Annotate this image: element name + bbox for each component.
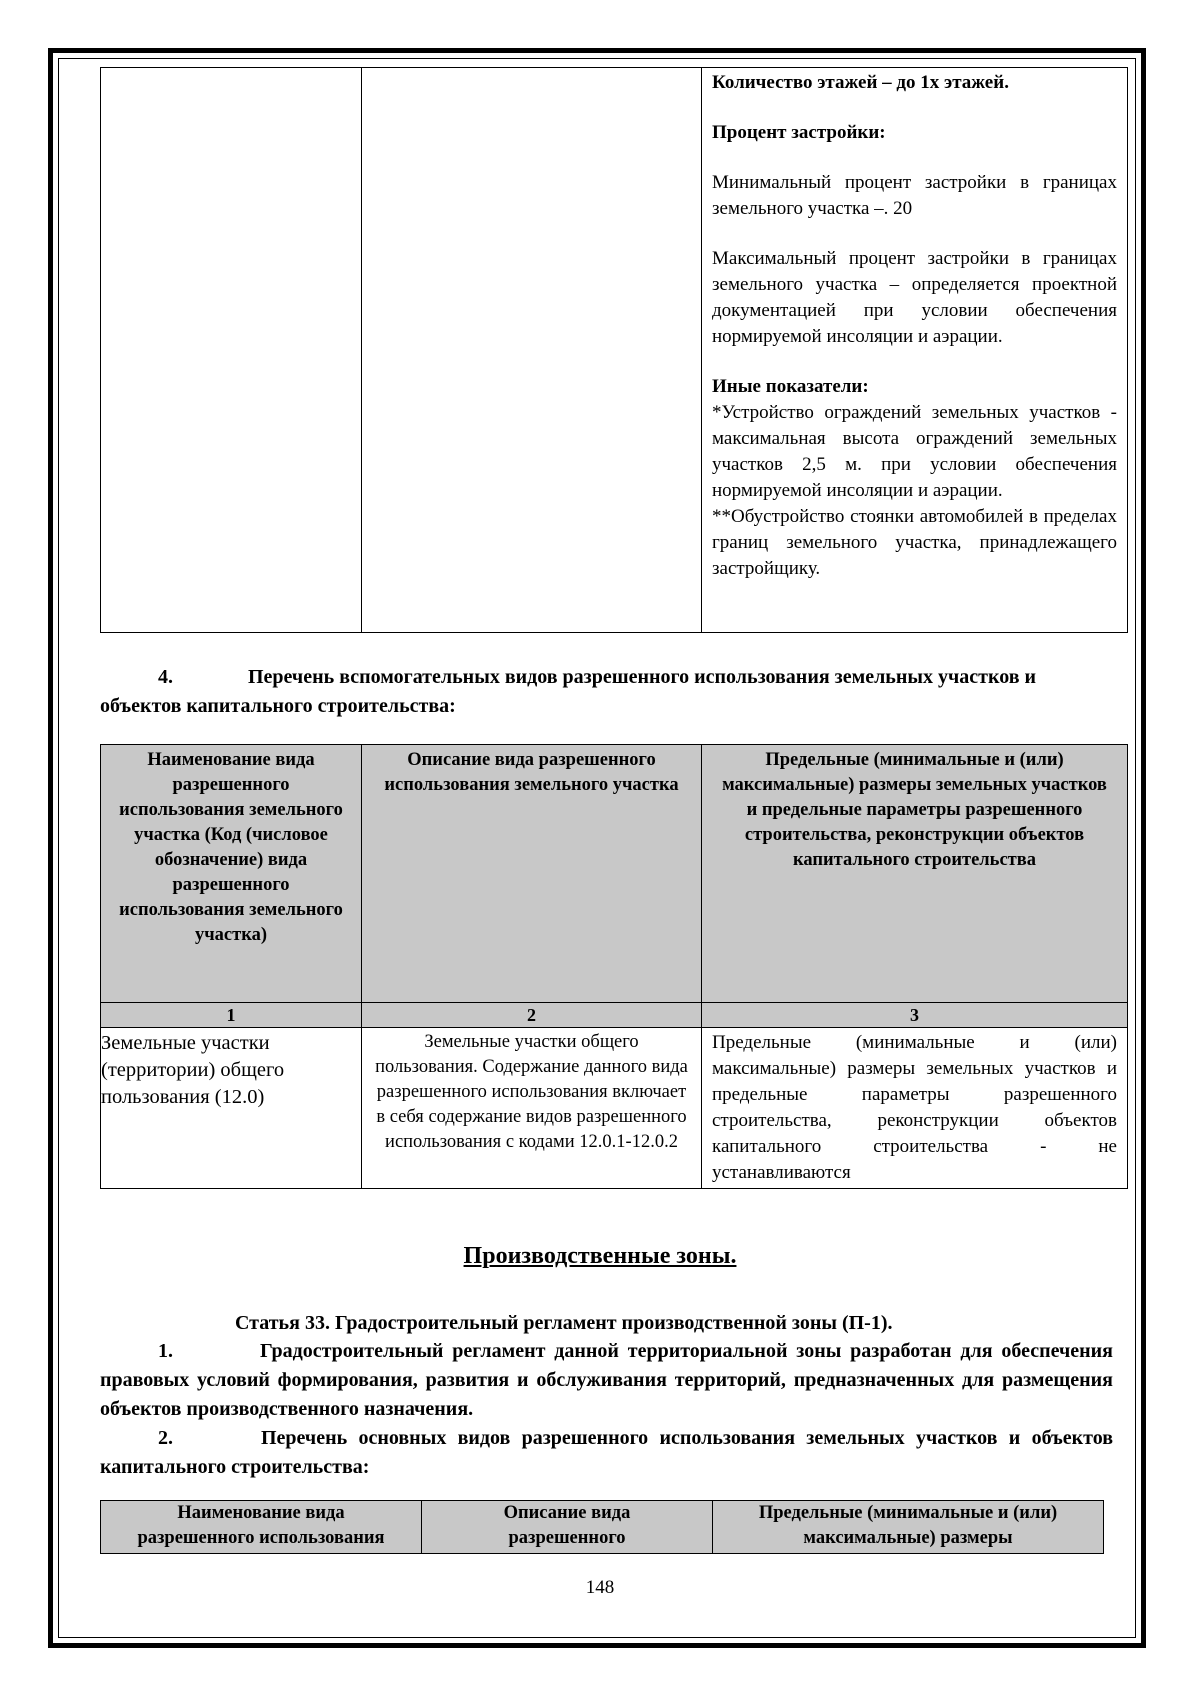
zone-title: Производственные зоны. bbox=[463, 1243, 737, 1269]
paragraph-number: 1. bbox=[158, 1340, 173, 1362]
paragraph-number: 2. bbox=[158, 1427, 173, 1449]
section-4-heading bbox=[100, 663, 1100, 721]
header-cell-name: Наименование вида разрешенного использования земельного участка (Код (числовое обозначение) вида разрешенного использования земельного участка) bbox=[101, 745, 362, 1003]
fence-text: *Устройство ограждений земельных участков - максимальная высота ограждений земельных участков 2,5 м. при условии обеспечения нормируемой инсоляции и аэрации. bbox=[712, 402, 1117, 501]
paragraph-text: Градостроительный регламент данной территориальной зоны разработан для обеспечения правовых условий формирования, развития и обслуживания территорий, предназначенных для размещения объектов производственного назначения. bbox=[100, 1340, 1113, 1420]
header-cell-description: Описание вида разрешенного использования земельного участка bbox=[362, 745, 702, 1003]
other-indicators-title: Иные показатели: bbox=[712, 376, 869, 397]
page-number: 148 bbox=[585, 1577, 615, 1598]
paragraph-text: Перечень основных видов разрешенного использования земельных участков и объектов капитального строительства: bbox=[100, 1427, 1113, 1478]
header-cell-name: Наименование вида разрешенного использования bbox=[101, 1501, 422, 1554]
header-cell-limits: Предельные (минимальные и (или) максимальные) размеры земельных участков и предельные параметры разрешенного строительства, реконструкции объектов капитального строительства bbox=[702, 745, 1128, 1003]
coverage-title: Процент застройки: bbox=[712, 122, 886, 143]
empty-cell bbox=[362, 68, 702, 633]
use-description-cell: Земельные участки общего пользования. Содержание данного вида разрешенного использования включает в себя содержание видов разрешенного использования с кодами 12.0.1-12.0.2 bbox=[362, 1028, 702, 1189]
empty-cell bbox=[101, 68, 362, 633]
header-cell-description: Описание вида разрешенного bbox=[422, 1501, 713, 1554]
column-number: 1 bbox=[101, 1003, 362, 1028]
max-coverage-text: Максимальный процент застройки в границах земельного участка – определяется проектной документацией при условии обеспечения нормируемой инсоляции и аэрации. bbox=[712, 248, 1117, 347]
continuation-table bbox=[100, 67, 1128, 633]
header-cell-limits: Предельные (минимальные и (или) максимальные) размеры bbox=[713, 1501, 1104, 1554]
parking-text: **Обустройство стоянки автомобилей в пределах границ земельного участка, принадлежащего застройщику. bbox=[712, 506, 1117, 579]
section-number: 4. bbox=[158, 666, 173, 688]
auxiliary-uses-table bbox=[100, 744, 1128, 1189]
min-coverage-text: Минимальный процент застройки в границах земельного участка –. 20 bbox=[712, 172, 1117, 219]
main-uses-table bbox=[100, 1500, 1104, 1554]
floors-text: Количество этажей – до 1х этажей. bbox=[712, 72, 1009, 93]
article-33-title: Статья 33. Градостроительный регламент производственной зоны (П-1). bbox=[235, 1312, 893, 1334]
column-number: 2 bbox=[362, 1003, 702, 1028]
use-limits-cell: Предельные (минимальные и (или) максимальные) размеры земельных участков и предельные параметры разрешенного строительства, реконструкции объектов капитального строительства - не устанавливаются bbox=[702, 1028, 1128, 1189]
parameters-cell bbox=[702, 68, 1128, 633]
paragraph-1 bbox=[100, 1337, 1113, 1424]
paragraph-2 bbox=[100, 1424, 1113, 1482]
column-number: 3 bbox=[702, 1003, 1128, 1028]
section-text: Перечень вспомогательных видов разрешенного использования земельных участков и объектов капитального строительства: bbox=[100, 666, 1037, 717]
use-name-cell: Земельные участки (территории) общего пользования (12.0) bbox=[101, 1028, 362, 1189]
